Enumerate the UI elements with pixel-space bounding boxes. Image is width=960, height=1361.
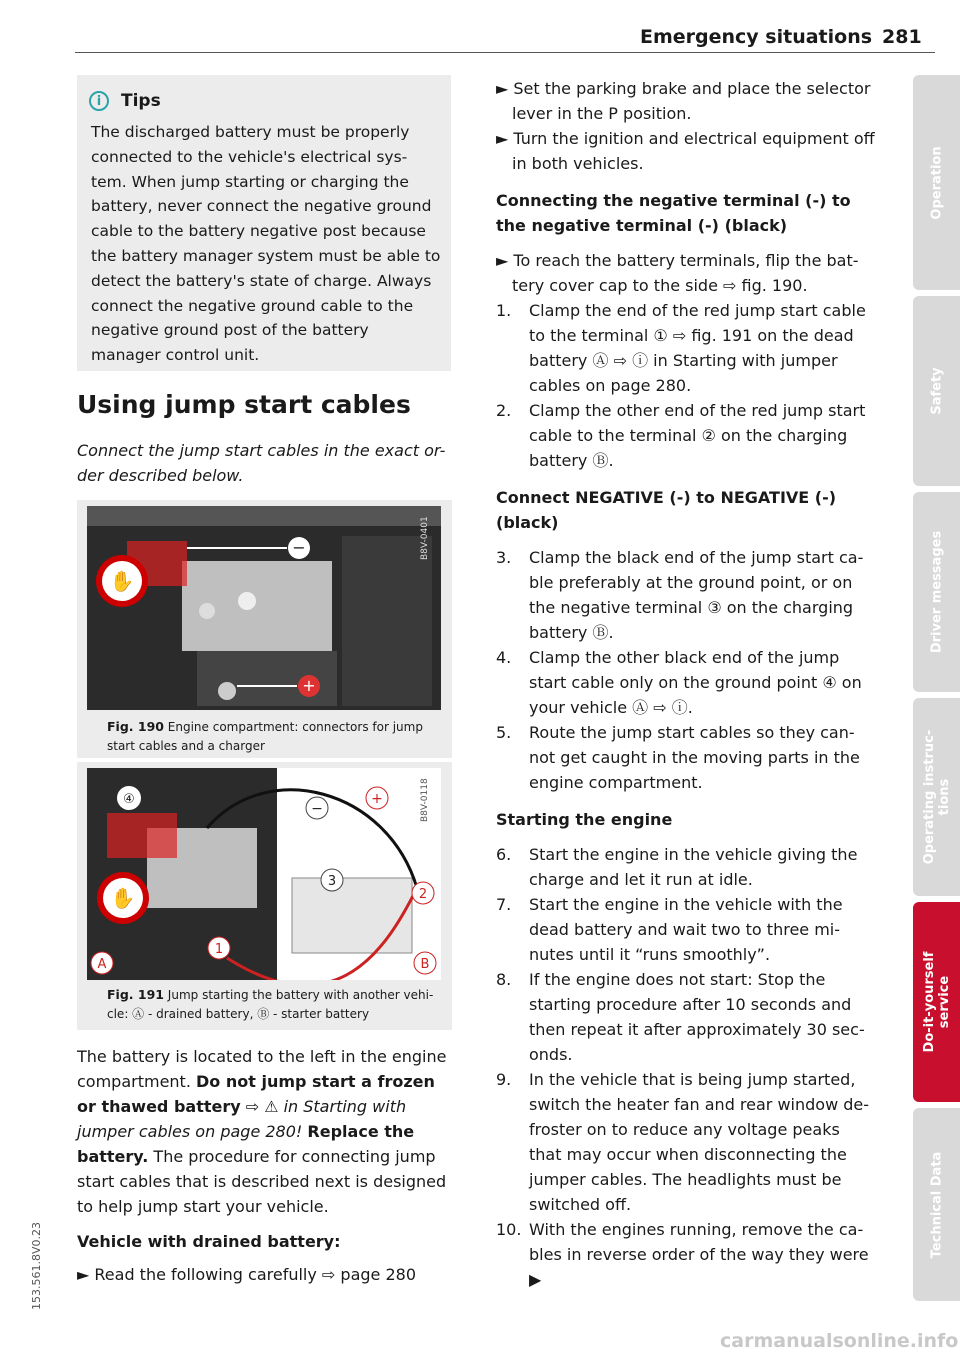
info-icon: i [89,91,109,111]
figure-code: B8V-0118 [420,778,430,822]
figure-caption: Fig. 191 Jump starting the battery with another vehi-cle: Ⓐ - drained battery, Ⓑ - starter battery [107,987,434,1021]
svg-text:−: − [292,538,306,557]
section-heading: Using jump start cables [77,390,411,419]
subheading: Starting the engine [496,810,673,829]
section-title: Emergency situations [640,26,873,48]
svg-text:④: ④ [123,792,135,807]
svg-text:+: + [302,676,316,695]
step-item: 5. Route the jump start cables so they can-not get caught in the moving parts in the engine compartment. [496,723,860,792]
tab-do-it-yourself-service[interactable]: Do-it-yourself service [913,902,960,1102]
tab-technical-data[interactable]: Technical Data [913,1108,960,1301]
svg-text:−: − [311,801,323,817]
paragraph: The battery is located to the left in the engine compartment. Do not jump start a frozen or thawed battery ⇨ ⚠ in Starting with jumper cables on page 280! Replace the battery. The procedure for connecting jump start cables that is described next is designed to help jump start your vehicle. [77,1047,447,1216]
bullet-item: ► Set the parking brake and place the selector lever in the P position. [496,79,871,123]
svg-text:2: 2 [418,887,428,902]
svg-text:A: A [97,957,107,972]
watermark: carmanualsonline.info [720,1330,959,1352]
header-rule [75,52,935,53]
page-number: 281 [882,26,922,48]
tab-operating-instructions[interactable]: Operating instruc-tions [913,698,960,896]
step-item: 2. Clamp the other end of the red jump start cable to the terminal ② on the charging battery Ⓑ. [496,401,866,470]
tips-label: Tips [121,91,161,111]
step-item: 7. Start the engine in the vehicle with the dead battery and wait two to three mi-nutes until it “runs smoothly”. [496,895,843,964]
step-item: 4. Clamp the other black end of the jump start cable only on the ground point ④ on your vehicle Ⓐ ⇨ ⓘ. [496,648,862,717]
tab-driver-messages[interactable]: Driver messages [913,492,960,692]
svg-text:1: 1 [214,942,224,957]
engine-compartment-illustration [87,506,441,710]
figure-191 [77,762,452,1030]
bullet-item: ► Turn the ignition and electrical equipment off in both vehicles. [496,129,875,173]
bullet-item: ► To reach the battery terminals, flip the bat-tery cover cap to the side ⇨ fig. 190. [496,251,859,295]
svg-text:+: + [371,791,383,807]
tips-text: The discharged battery must be properly connected to the vehicle's electrical sys-tem. When jump starting or charging the battery, never connect the negative ground cable to the battery negative post because the battery manager system must be able to detect the battery's state of charge. Always connect the negative ground cable to the negative ground post of the battery manager control unit. [91,123,441,365]
tab-operation[interactable]: Operation [913,75,960,290]
jump-start-illustration [87,768,441,980]
document-code: 153.561.8V0.23 [30,1222,43,1310]
svg-text:✋: ✋ [109,569,135,593]
tips-heading [89,91,161,111]
bullet-item: ► Read the following carefully ⇨ page 280 [77,1265,417,1284]
subheading: Connecting the negative terminal (-) to the negative terminal (-) (black) [496,191,851,235]
section-intro: Connect the jump start cables in the exact or-der described below. [77,441,446,485]
step-item: 6. Start the engine in the vehicle giving the charge and let it run at idle. [496,845,858,889]
tips-box [77,75,451,371]
figure-190 [77,500,452,758]
subheading: Vehicle with drained battery: [77,1232,341,1251]
svg-text:3: 3 [327,874,337,889]
step-item: 8. If the engine does not start: Stop the starting procedure after 10 seconds and then repeat it after approximately 30 sec-onds. [496,970,865,1064]
step-item: 10. With the engines running, remove the ca-bles in reverse order of the way they were ▶ [496,1220,869,1289]
step-item: 1. Clamp the end of the red jump start cable to the terminal ① ⇨ fig. 191 on the dead battery Ⓐ ⇨ ⓘ in Starting with jumper cables on page 280. [496,301,866,395]
svg-text:✋: ✋ [110,886,136,910]
tab-safety[interactable]: Safety [913,296,960,486]
step-item: 9. In the vehicle that is being jump started, switch the heater fan and rear window de-froster on to reduce any voltage peaks that may occur when disconnecting the jumper cables. The headlights must be switched off. [496,1070,870,1214]
figure-code: B8V-0401 [420,516,430,560]
subheading: Connect NEGATIVE (-) to NEGATIVE (-) (black) [496,488,837,532]
right-body-text [496,76,876,1292]
left-body-text [77,1044,452,1287]
step-item: 3. Clamp the black end of the jump start ca-ble preferably at the ground point, or on the negative terminal ③ on the charging battery Ⓑ. [496,548,864,642]
figure-caption: Fig. 190 Engine compartment: connectors for jump start cables and a charger [107,719,423,753]
svg-text:B: B [420,957,430,972]
